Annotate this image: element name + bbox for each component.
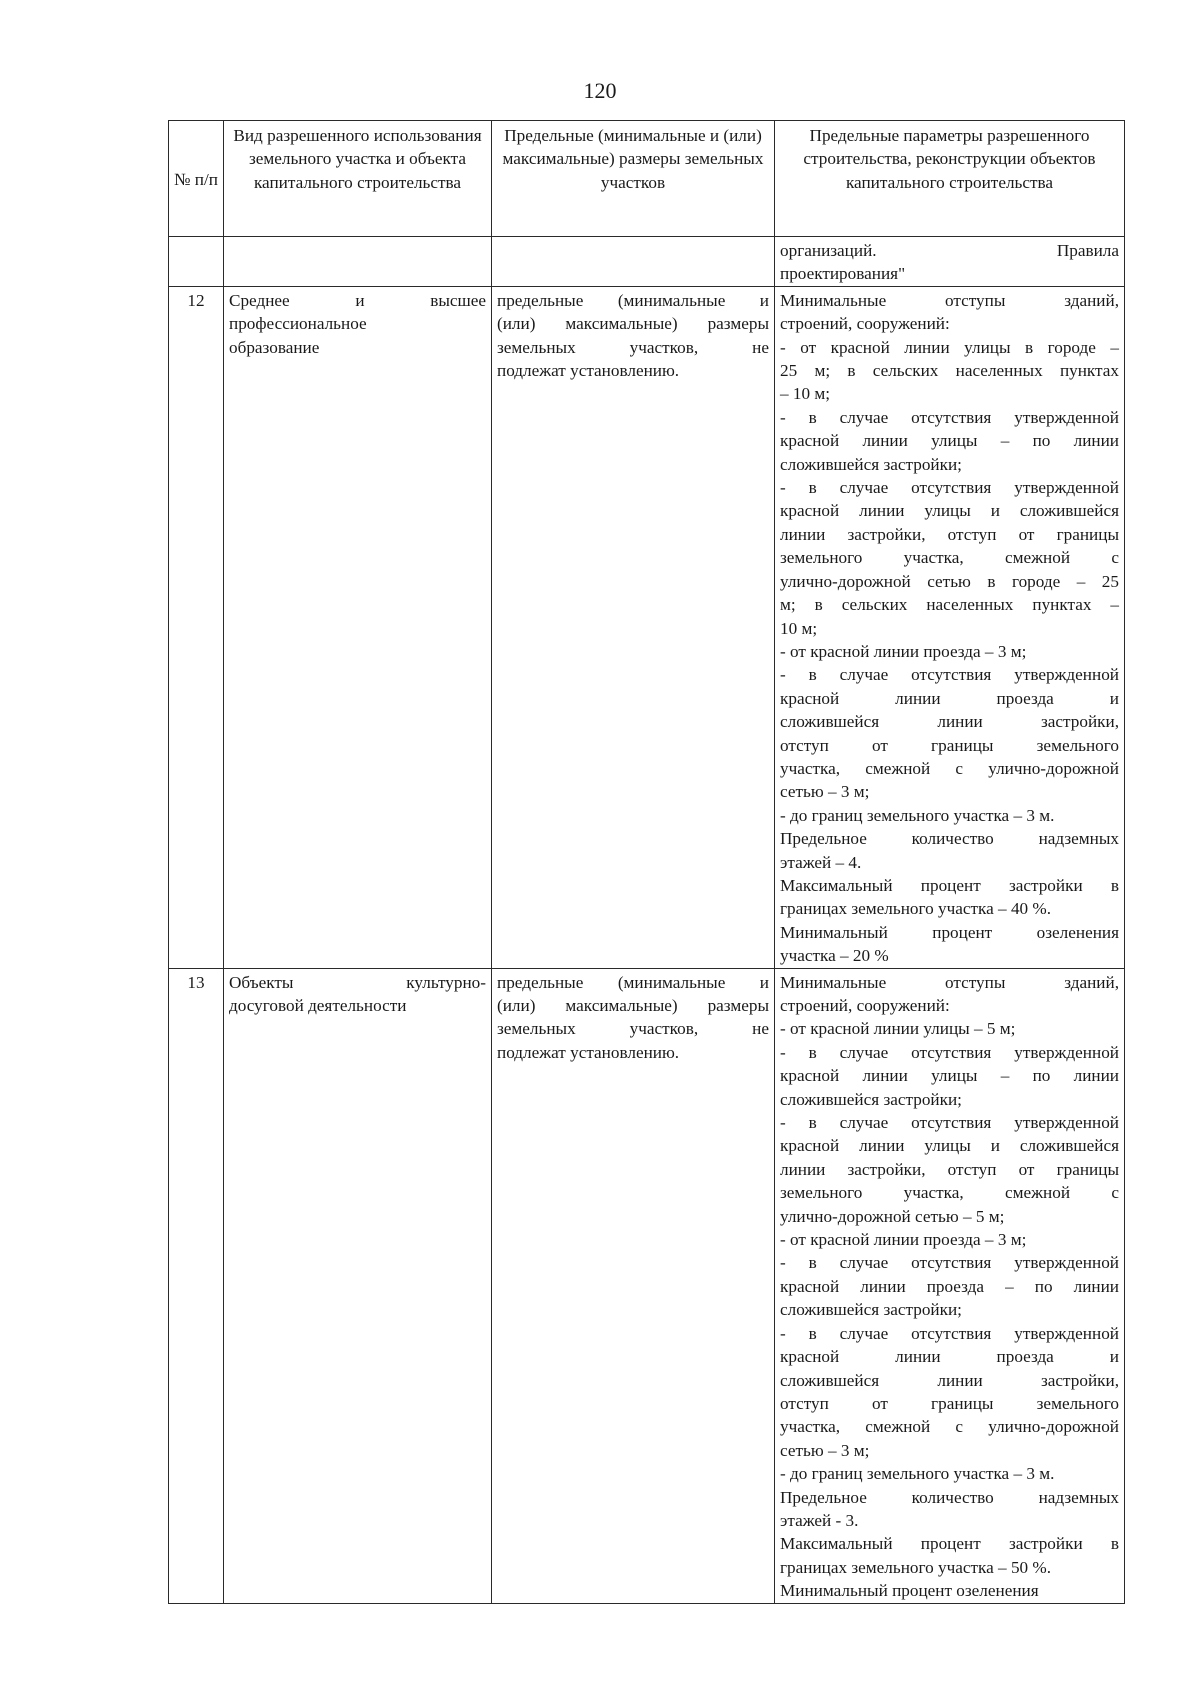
text-line: - в случае отсутствия утвержденной [780,1253,1119,1273]
text-line: Среднее и высшее [229,290,486,310]
header-building-params: Предельные параметры разрешенного строительства, реконструкции объектов капитального строительства [775,121,1125,237]
text-line: - до границ земельного участка – 3 м. [780,1464,1055,1484]
header-plot-size: Предельные (минимальные и (или) максимальные) размеры земельных участков [492,121,775,237]
page-number: 120 [583,78,617,103]
cell-building-params [775,237,1125,287]
text-line: красной линии улицы – по линии [780,1066,1119,1086]
cell-building-params [775,968,1125,1603]
text-line: Максимальный процент застройки в [780,1534,1119,1554]
text-line: проектирования" [780,264,906,284]
text-line: строений, сооружений: [780,996,950,1015]
text-line: улично-дорожной сетью – 5 м; [780,1206,1005,1226]
table-header-row [169,121,1125,237]
text-line: (или) максимальные) размеры [497,314,769,334]
text-line: - от красной линии улицы – 5 м; [780,1019,1016,1039]
text-line: улично-дорожной сетью в городе – 25 [780,571,1119,591]
text-line: участка, смежной с улично-дорожной [780,1417,1119,1437]
text-line: сложившейся линии застройки, [780,712,1119,732]
text-line: профессиональное [229,314,367,334]
text-line: Объекты культурно- [229,972,486,992]
text-line: - от красной линии проезда – 3 м; [780,1230,1027,1250]
text-line: земельного участка, смежной с [780,1183,1119,1203]
continuation-row [169,237,1125,287]
cell-building-params [775,286,1125,968]
text-line: (или) максимальные) размеры [497,996,769,1015]
zoning-regulations-table [168,120,1125,1604]
text-line: Минимальные отступы зданий, [780,972,1119,992]
cell-plot-size [492,968,775,1603]
cell-plot-size [492,237,775,287]
text-line: границах земельного участка – 40 %. [780,899,1052,919]
text-line: Предельное количество надземных [780,829,1119,849]
text-line: линии застройки, отступ от границы [780,1159,1119,1179]
text-line: красной линии улицы и сложившейся [780,501,1119,521]
text-line: - от красной линии проезда – 3 м; [780,641,1027,661]
text-line: участка – 20 % [780,946,889,966]
text-line: линии застройки, отступ от границы [780,524,1119,544]
text-line: 10 м; [780,618,818,638]
text-line: - в случае отсутствия утвержденной [780,1042,1119,1062]
text-line: образование [229,337,320,357]
text-line: сложившейся застройки; [780,1300,962,1320]
cell-use-type [224,286,492,968]
text-line: красной линии проезда и [780,688,1119,708]
text-line: красной линии улицы – по линии [780,431,1119,451]
text-line: Минимальные отступы зданий, [780,290,1119,310]
text-line: предельные (минимальные и [497,290,769,310]
text-line: - в случае отсутствия утвержденной [780,407,1119,427]
text-line: - в случае отсутствия утвержденной [780,1113,1119,1133]
text-line: м; в сельских населенных пунктах – [780,595,1119,615]
cell-num [169,237,224,287]
table-row [169,286,1125,968]
text-line: подлежат установлению. [497,1042,680,1062]
text-line: этажей – 4. [780,852,862,872]
text-line: земельного участка, смежной с [780,548,1119,568]
text-line: земельных участков, не [497,1019,769,1039]
cell-num: 12 [169,286,224,968]
text-line: красной линии проезда – по линии [780,1276,1119,1296]
text-line: сложившейся линии застройки, [780,1370,1119,1390]
text-line: Максимальный процент застройки в [780,875,1119,895]
text-line: участка, смежной с улично-дорожной [780,758,1119,778]
text-line: Минимальный процент озеленения [780,922,1119,942]
text-line: предельные (минимальные и [497,972,769,992]
text-line: - в случае отсутствия утвержденной [780,1323,1119,1343]
text-line: сложившейся застройки; [780,454,962,474]
text-line: границах земельного участка – 50 %. [780,1557,1052,1577]
text-line: - в случае отсутствия утвержденной [780,665,1119,685]
text-line: отступ от границы земельного [780,1393,1119,1413]
text-line: Минимальный процент озеленения [780,1581,1039,1601]
text-line: Предельное количество надземных [780,1487,1119,1507]
text-line: отступ от границы земельного [780,735,1119,755]
header-use-type: Вид разрешенного использования земельного участка и объекта капитального строительства [224,121,492,237]
cell-num: 13 [169,968,224,1603]
text-line: - до границ земельного участка – 3 м. [780,805,1055,825]
text-line: 25 м; в сельских населенных пунктах [780,361,1119,381]
text-line: - от красной линии улицы в городе – [780,337,1119,357]
cell-use-type [224,968,492,1603]
text-line: строений, сооружений: [780,314,950,334]
cell-use-type [224,237,492,287]
text-line: организаций. Правила [780,241,1119,260]
text-line: досуговой деятельности [229,996,407,1015]
header-num: № п/п [169,121,224,237]
text-line: сетью – 3 м; [780,1440,870,1460]
text-line: подлежат установлению. [497,361,680,381]
cell-plot-size [492,286,775,968]
text-line: - в случае отсутствия утвержденной [780,478,1119,498]
text-line: сложившейся застройки; [780,1089,962,1109]
table-row [169,968,1125,1603]
text-line: этажей - 3. [780,1510,859,1530]
text-line: красной линии улицы и сложившейся [780,1136,1119,1156]
text-line: сетью – 3 м; [780,782,870,802]
text-line: земельных участков, не [497,337,769,357]
text-line: – 10 м; [780,384,831,404]
text-line: красной линии проезда и [780,1347,1119,1367]
